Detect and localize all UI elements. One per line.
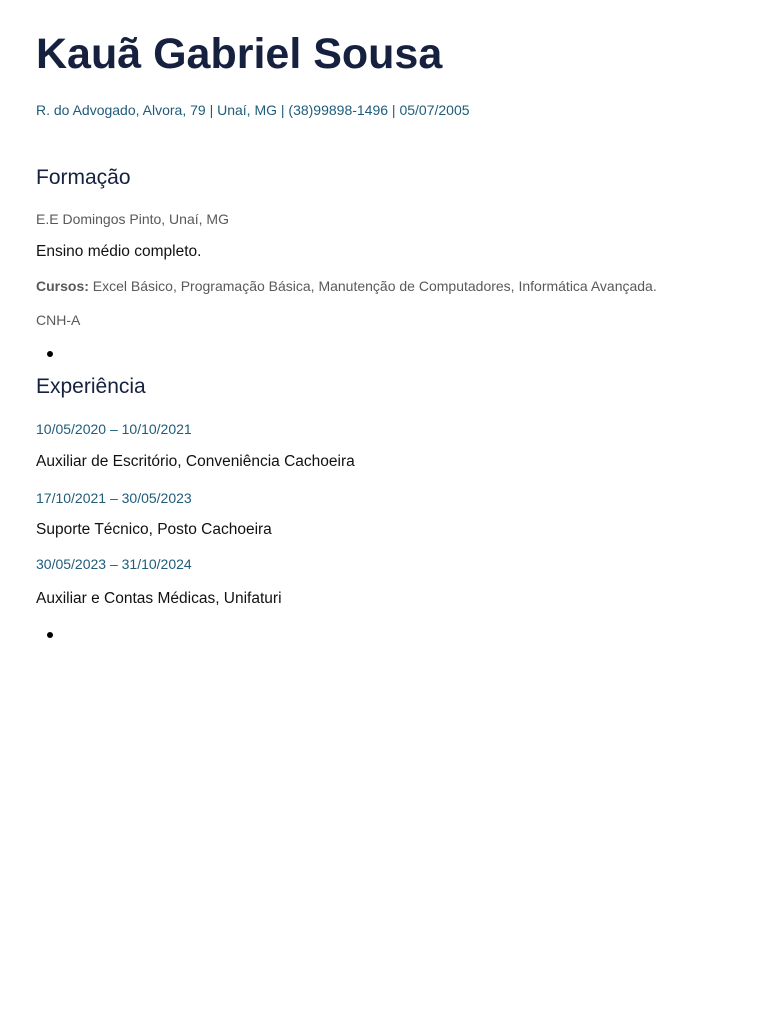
experience-period: 17/10/2021 – 30/05/2023 xyxy=(36,490,192,506)
school-name: E.E Domingos Pinto, Unaí, MG xyxy=(36,211,229,227)
empty-bullet xyxy=(47,351,53,357)
license-text: CNH-A xyxy=(36,312,81,328)
courses-list: Excel Básico, Programação Básica, Manutenção de Computadores, Informática Avançada. xyxy=(88,278,657,294)
experience-role: Auxiliar de Escritório, Conveniência Cachoeira xyxy=(36,453,355,470)
empty-bullet xyxy=(47,632,53,638)
experience-period: 30/05/2023 – 31/10/2024 xyxy=(36,556,192,572)
candidate-name: Kauã Gabriel Sousa xyxy=(36,30,443,78)
contact-line: R. do Advogado, Alvora, 79 | Unaí, MG | (38)99898-1496 | 05/07/2005 xyxy=(36,102,470,118)
experience-role: Auxiliar e Contas Médicas, Unifaturi xyxy=(36,590,282,607)
courses-label: Cursos: xyxy=(36,278,89,294)
section-title-formacao: Formação xyxy=(36,166,131,189)
degree-text: Ensino médio completo. xyxy=(36,243,202,260)
experience-period: 10/05/2020 – 10/10/2021 xyxy=(36,421,192,437)
experience-role: Suporte Técnico, Posto Cachoeira xyxy=(36,521,272,538)
courses-line xyxy=(36,277,657,295)
section-title-experiencia: Experiência xyxy=(36,375,146,398)
